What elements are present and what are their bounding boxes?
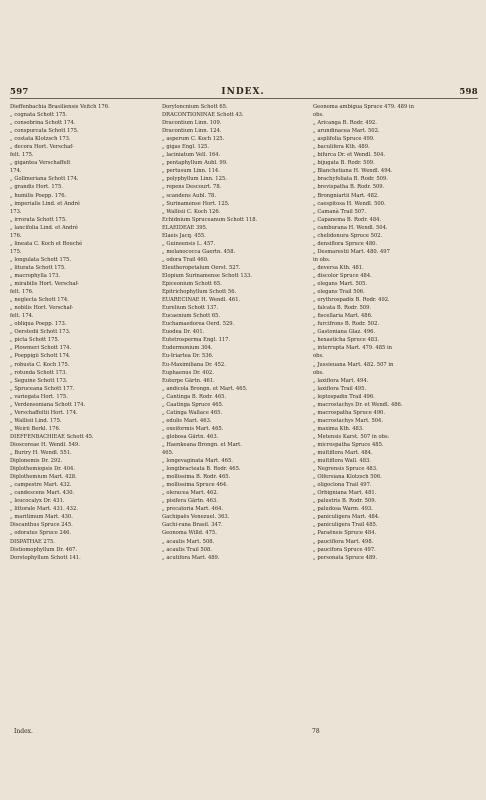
- index-entry: „ bijugata B. Rodr. 509.: [313, 160, 375, 167]
- index-entry: „ macrostachys Mart. 504.: [313, 417, 384, 424]
- index-entry: Diplothemium Mart. 428.: [10, 474, 77, 481]
- index-entry: „ arundinacea Mart. 502.: [313, 128, 380, 135]
- index-entry: Eurelium Schott 137.: [162, 305, 219, 312]
- index-entry: „ deversa Kth. 481.: [313, 264, 364, 271]
- index-entry: „ densiflora Spruce 480.: [313, 240, 378, 247]
- index-entry: „ Orbigniana Mart. 481.: [313, 490, 377, 497]
- index-column-1: [10, 103, 156, 562]
- index-entry: „ picta Schott 175.: [10, 337, 60, 344]
- index-entry: Euodea Dr. 401.: [162, 329, 205, 336]
- index-entry: „ globosa Gärtn. 463.: [162, 433, 219, 440]
- index-entry: „ Verdensoniana Schott 174.: [10, 401, 86, 408]
- index-entry: „ palustris B. Rodr. 509.: [313, 498, 377, 505]
- index-entry: „ mollissima B. Rodr. 465.: [162, 474, 231, 481]
- index-entry: obs.: [313, 112, 324, 119]
- page-number-right: 598: [459, 87, 478, 97]
- index-entry: Diplonemis Dr. 292.: [10, 458, 63, 465]
- index-entry: „ bifurca Dr. et Wendl. 504.: [313, 152, 386, 159]
- index-entry: „ odora Trail 460.: [162, 256, 209, 263]
- index-entry: „ elegans Trail 506.: [313, 289, 365, 296]
- index-entry: Eudermonium 304.: [162, 345, 213, 352]
- index-entry: „ baculifera Kth. 489.: [313, 144, 370, 151]
- index-entry: „ lineata C. Koch et Bouché: [10, 240, 83, 247]
- index-entry: „ interrupta Mart. 479. 485 in: [313, 345, 392, 352]
- footer-label: Index.: [14, 728, 33, 735]
- index-entry: Diplothemiopsis Dr. 404.: [10, 466, 75, 473]
- index-entry: Discanthus Spruce 245.: [10, 522, 73, 529]
- index-entry: Dracontium Linn. 109.: [162, 120, 222, 127]
- index-entry: „ decora Hort. Verschaf-: [10, 144, 74, 151]
- index-entry: Eu-Maximiliana Dr. 452.: [162, 361, 226, 368]
- index-entry: Euchamaedorea Oerd. 529.: [162, 321, 235, 328]
- index-entry: „ gigantea Verschaffelt: [10, 160, 71, 167]
- index-entry: DISPATHAE 275.: [10, 538, 55, 545]
- index-entry: „ Capanema B. Rodr. 484.: [313, 216, 382, 223]
- index-entry: „ Oerstedii Schott 173.: [10, 329, 71, 336]
- index-entry: „ Haenkeana Brongn. et Mart.: [162, 441, 242, 448]
- signature-mark: 78: [312, 728, 320, 735]
- index-entry: Elopium Surinamense Schott 133.: [162, 272, 252, 279]
- index-entry: „ maritimum Mart. 430.: [10, 514, 73, 521]
- index-entry: Dioscoreae H. Wendl. 549.: [10, 441, 80, 448]
- index-entry: „ camburana H. Wendl. 504.: [313, 224, 388, 231]
- index-entry: Distiomophyllum Dr. 467.: [10, 546, 78, 553]
- index-entry: „ Blanchetiana H. Wendl. 494.: [313, 168, 393, 175]
- index-entry: „ leptospadix Trail 496.: [313, 393, 375, 400]
- index-entry: „ littorale Mart. 431. 432.: [10, 506, 78, 513]
- index-entry: „ Surinamense Hort. 125.: [162, 200, 230, 207]
- index-entry: „ paucifora Spruce 497.: [313, 546, 376, 553]
- index-entry: „ furcifrons B. Rodr. 502.: [313, 321, 380, 328]
- index-entry: „ pentaphyllum Aubl. 99.: [162, 160, 228, 167]
- index-entry: Dorstophyllum Schott 141.: [10, 554, 81, 561]
- index-entry: „ erythrospadix B. Rodr. 492.: [313, 297, 390, 304]
- index-entry: „ Camanà Trail 507.: [313, 208, 367, 215]
- index-entry: „ robusta C. Koch 175.: [10, 361, 70, 368]
- index-entry: Geonoma ambigua Spruce 479. 489 in: [313, 104, 414, 110]
- index-entry: „ Olfersiana Klotzsch 506.: [313, 474, 382, 481]
- index-entry: 173.: [10, 208, 22, 215]
- index-entry: „ irrorata Schott 175.: [10, 216, 67, 223]
- index-entry: „ caespitosa H. Wendl. 500.: [313, 200, 386, 207]
- index-entry: „ liturata Schott 175.: [10, 264, 66, 271]
- index-entry: „ lancifolia Lind. et André: [10, 224, 78, 231]
- index-entry: Doryloncnium Schott 65.: [162, 104, 228, 110]
- index-entry: Euphaenus Dr. 402.: [162, 369, 214, 376]
- index-entry: „ polyphyllum Linn. 125.: [162, 176, 227, 183]
- index-entry: felt. 175.: [10, 152, 34, 159]
- index-entry: Eleutheropetalum Oerst. 527.: [162, 264, 241, 271]
- index-entry: 174.: [10, 168, 22, 175]
- index-entry: „ microspatha Spruce 485.: [313, 441, 384, 448]
- index-entry: „ scandens Aubl. 78.: [162, 192, 216, 199]
- index-entry: felt. 176.: [10, 289, 34, 296]
- header-rule: [10, 98, 478, 99]
- index-entry: „ Wallisii C. Koch 126.: [162, 208, 221, 215]
- index-entry: „ Caatinga Spruce 465.: [162, 401, 224, 408]
- index-entry: „ Buriry H. Wendl. 551.: [10, 450, 72, 457]
- index-entry: „ asperum C. Koch 125.: [162, 136, 225, 143]
- index-entry: „ elegans Mart. 505.: [313, 281, 368, 288]
- index-entry: „ edulis Mart. 463.: [162, 417, 212, 424]
- index-entry: 175.: [10, 248, 22, 255]
- index-entry: „ Paraënsis Spruce 484.: [313, 530, 377, 537]
- index-entry: „ pisifera Gärtn. 463.: [162, 498, 218, 505]
- index-entry: „ Negrensis Spruce 483.: [313, 466, 378, 473]
- index-entry: „ macrostachys Dr. et Wendl. 486.: [313, 401, 403, 408]
- index-entry: „ Verschaffeltii Hort. 174.: [10, 409, 78, 416]
- index-entry: „ Metensis Karst. 507 in obs.: [313, 433, 390, 440]
- index-entry: „ laxiflora Trail 495.: [313, 385, 367, 392]
- index-entry: „ consobrina Schott 174.: [10, 120, 76, 127]
- index-entry: „ gigas Engl. 125.: [162, 144, 209, 151]
- index-entry: Epiceonium Schott 65.: [162, 281, 222, 288]
- index-entry: „ nobilis Hort. Verschaf-: [10, 305, 74, 312]
- index-entry: „ hexasticha Spruce 483.: [313, 337, 380, 344]
- index-entry: Eutetrosperma Engl. 117.: [162, 337, 231, 344]
- index-entry: „ grandis Hort. 175.: [10, 184, 63, 191]
- index-entry: „ discolor Spruce 484.: [313, 272, 372, 279]
- index-entry: „ acutifora Mart. 489.: [162, 554, 220, 561]
- index-entry: 465.: [162, 450, 174, 457]
- index-entry: „ Gastoniana Glaz. 496.: [313, 329, 376, 336]
- index-entry: „ Plowmeri Schott 174.: [10, 345, 72, 352]
- index-entry: „ Wallisii Lind. 175.: [10, 417, 62, 424]
- index-entry: „ paludosa Warm. 493.: [313, 506, 373, 513]
- index-entry: „ Poeppigii Schott 174.: [10, 353, 71, 360]
- index-entry: Euterpe Gärtn. 461.: [162, 377, 215, 384]
- index-entry: „ Brongniartii Mart. 482.: [313, 192, 379, 199]
- index-entry: „ multiflora Wall. 483.: [313, 458, 371, 465]
- index-entry: Echidnium Spruceanum Schott 118.: [162, 216, 258, 223]
- index-entry: „ oligoclona Trail 497.: [313, 482, 372, 489]
- index-entry: „ Weirii Berkl. 176.: [10, 425, 61, 432]
- page-number-left: 597: [10, 87, 29, 97]
- index-entry: obs.: [313, 353, 324, 360]
- index-entry: obs.: [313, 369, 324, 376]
- index-entry: „ imperialis Lind. et André: [10, 200, 80, 207]
- index-entry: „ leucocalyx Dr. 431.: [10, 498, 65, 505]
- index-entry: „ asplifolia Spruce 499.: [313, 136, 375, 143]
- index-entry: „ humilis Poepp. 176.: [10, 192, 67, 199]
- index-entry: „ cognata Schott 175.: [10, 112, 68, 119]
- index-entry: Epitrichophyllum Schott 56.: [162, 289, 237, 296]
- index-entry: „ precatoria Mart. 464.: [162, 506, 224, 513]
- index-entry: „ maxima Kth. 483.: [313, 425, 364, 432]
- index-entry: Dieffenbachia Brasiliensis Veitch 176.: [10, 104, 110, 110]
- index-entry: „ variegata Hort. 175.: [10, 393, 68, 400]
- index-entry: „ Cantinga B. Rodr. 465.: [162, 393, 227, 400]
- index-entry: „ macrophylla 173.: [10, 272, 61, 279]
- index-entry: felt. 174.: [10, 313, 34, 320]
- index-entry: „ neglecta Schott 174.: [10, 297, 69, 304]
- index-entry: Eu-Iriartea Dr. 536.: [162, 353, 214, 360]
- index-entry: Geonoma Willd. 475.: [162, 530, 217, 537]
- index-entry: „ laciniatum Vell. 164.: [162, 152, 221, 159]
- index-entry: Dracontium Linn. 124.: [162, 128, 222, 135]
- index-entry: „ candescens Mart. 430.: [10, 490, 75, 497]
- index-entry: „ brachyfoliata B. Rodr. 509.: [313, 176, 388, 183]
- index-entry: „ oxeiformis Mart. 465.: [162, 425, 224, 432]
- index-entry: „ pertusum Linn. 114.: [162, 168, 220, 175]
- index-entry: „ Aricanga B. Rodr. 492.: [313, 120, 377, 127]
- index-entry: „ longevaginata Mart. 465.: [162, 458, 233, 465]
- index-entry: „ oleracea Mart. 462.: [162, 490, 219, 497]
- index-entry: „ Desmarestii Mart. 480. 497: [313, 248, 390, 255]
- index-column-3: [313, 103, 479, 562]
- index-entry: „ fiscellaria Mart. 486.: [313, 313, 373, 320]
- index-entry: Gachipaës Venezuel. 363.: [162, 514, 230, 521]
- index-entry: ELAEIDEAE 395.: [162, 224, 208, 231]
- index-entry: „ paniculigera Mart. 484.: [313, 514, 380, 521]
- index-entry: „ odoratus Spruce 246.: [10, 530, 72, 537]
- index-entry: „ longulata Schott 175.: [10, 256, 71, 263]
- index-entry: „ mirabilis Hort. Verschaf-: [10, 281, 79, 288]
- index-entry: „ Spruceana Schott 177.: [10, 385, 75, 392]
- index-entry: „ Catinga Wallace 465.: [162, 409, 223, 416]
- index-entry: „ repens Descourt. 78.: [162, 184, 222, 191]
- index-entry: „ conspurcata Schott 175.: [10, 128, 79, 135]
- index-entry: „ macrospatha Spruce 490.: [313, 409, 385, 416]
- index-entry: „ rotunda Schott 173.: [10, 369, 68, 376]
- page-title: INDEX.: [221, 87, 265, 97]
- index-entry: „ laxiflora Mart. 494.: [313, 377, 369, 384]
- index-entry: in obs.: [313, 256, 331, 263]
- index-entry: „ acaulis Trail 508.: [162, 546, 212, 553]
- index-entry: Eucaenium Schott 65.: [162, 313, 221, 320]
- index-entry: „ campestre Mart. 432.: [10, 482, 72, 489]
- index-entry: „ chelidonura Spruce 502.: [313, 232, 383, 239]
- index-entry: „ pauciflora Mart. 498.: [313, 538, 374, 545]
- index-column-2: [162, 103, 308, 562]
- index-entry: „ obliqua Poepp. 173.: [10, 321, 67, 328]
- index-entry: „ brevispatha B. Rodr. 509.: [313, 184, 385, 191]
- index-entry: „ andicola Brongn. et Mart. 465.: [162, 385, 248, 392]
- index-entry: „ longibracteata B. Rodr. 465.: [162, 466, 241, 473]
- index-entry: „ Seguine Schott 173.: [10, 377, 68, 384]
- index-entry: „ costata Klotzsch 173.: [10, 136, 71, 143]
- index-entry: „ personata Spruce 489.: [313, 554, 378, 561]
- index-entry: „ Gollmeriana Schott 174.: [10, 176, 79, 183]
- index-entry: „ paniculigera Trail 485.: [313, 522, 378, 529]
- index-entry: „ acaulis Mart. 508.: [162, 538, 215, 545]
- index-entry: DRACONTIONINAE Schott 43.: [162, 112, 244, 119]
- index-entry: 176.: [10, 232, 22, 239]
- index-entry: „ melanococca Gaertn. 458.: [162, 248, 236, 255]
- index-entry: „ falcata B. Rodr. 509.: [313, 305, 372, 312]
- index-entry: Gachi-rana Brasil. 347.: [162, 522, 223, 529]
- index-entry: EUARECINAE H. Wendl. 461.: [162, 297, 241, 304]
- index-entry: „ mollissima Spruce 464.: [162, 482, 228, 489]
- index-entry: „ Jussieuana Mart. 482. 507 in: [313, 361, 394, 368]
- index-entry: Elaeis Jacq. 455.: [162, 232, 206, 239]
- index-entry: „ Guineensis L. 457.: [162, 240, 216, 247]
- index-entry: DIEFFENBACHIEAE Schott 45.: [10, 433, 94, 440]
- index-entry: „ multiflora Mart. 484.: [313, 450, 373, 457]
